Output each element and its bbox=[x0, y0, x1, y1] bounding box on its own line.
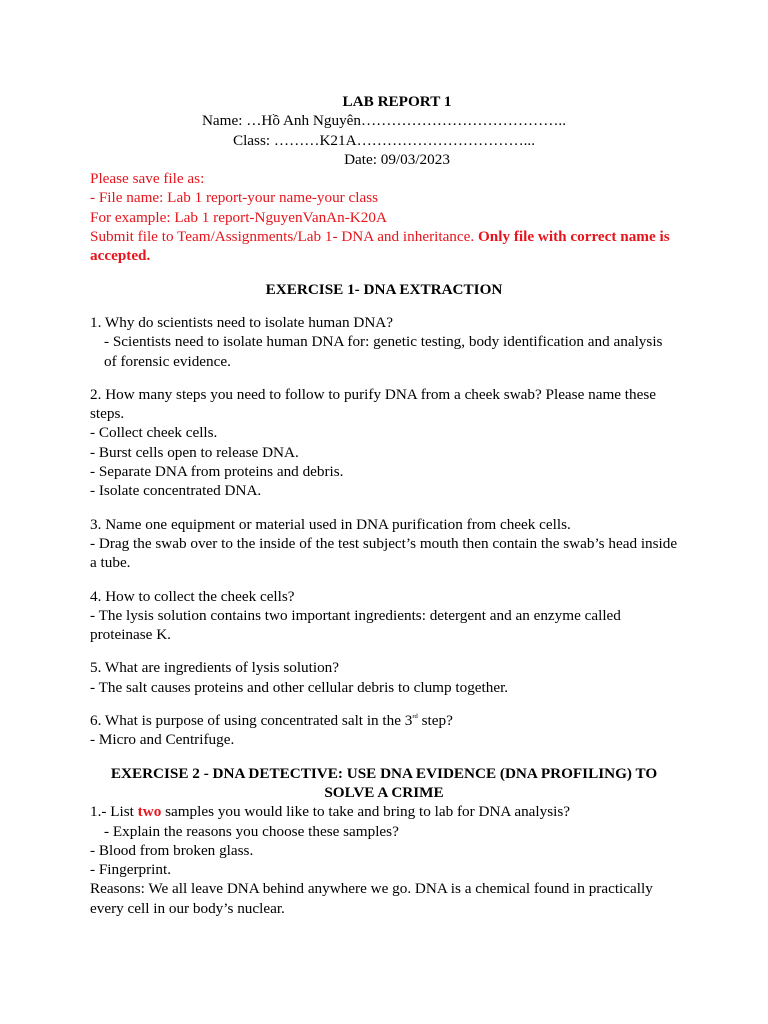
answer-3: - Drag the swab over to the inside of the test subject’s mouth then contain the swab’s head inside a tube. bbox=[90, 534, 678, 572]
sample-item: - Blood from broken glass. bbox=[90, 841, 254, 859]
answer-4: - The lysis solution contains two important ingredients: detergent and an enzyme called proteinase K. bbox=[90, 606, 621, 644]
exercise1-heading: EXERCISE 1- DNA EXTRACTION bbox=[265, 280, 503, 298]
reasons-text: Reasons: We all leave DNA behind anywhere we go. DNA is a chemical found in practically every cell in our body’s nuclear. bbox=[90, 880, 653, 917]
answer-2-item: - Collect cheek cells. bbox=[90, 424, 218, 442]
question-6-text-end: step? bbox=[417, 712, 453, 730]
question-4: 4. How to collect the cheek cells? bbox=[90, 587, 295, 605]
question-6 bbox=[90, 711, 678, 730]
answer-2-item: - Separate DNA from proteins and debris. bbox=[90, 463, 344, 481]
instruction-line: Please save file as: bbox=[90, 170, 205, 188]
question-1: 1. Why do scientists need to isolate human DNA? bbox=[90, 313, 393, 331]
answer-1: - Scientists need to isolate human DNA for: genetic testing, body identification and analysis of forensic evidence. bbox=[104, 333, 663, 370]
exercise2-subquestion: - Explain the reasons you choose these samples? bbox=[104, 822, 399, 840]
exercise2-heading: EXERCISE 2 - DNA DETECTIVE: USE DNA EVIDENCE (DNA PROFILING) TO SOLVE A CRIME bbox=[110, 764, 658, 801]
report-title: LAB REPORT 1 bbox=[342, 93, 452, 110]
name-line: Name: …Hồ Anh Nguyên………………………………….. bbox=[201, 112, 567, 130]
question-6-text: 6. What is purpose of using concentrated salt in the 3 bbox=[90, 712, 413, 730]
question-3: 3. Name one equipment or material used in DNA purification from cheek cells. bbox=[90, 515, 571, 533]
naming-requirement: Only file with correct name is accepted. bbox=[90, 228, 670, 265]
exercise2-question-1 bbox=[90, 802, 678, 821]
answer-6: - Micro and Centrifuge. bbox=[90, 731, 235, 749]
save-instructions bbox=[90, 169, 678, 265]
ordinal-suffix: rd bbox=[412, 713, 418, 721]
question-2: 2. How many steps you need to follow to purify DNA from a cheek swab? Please name these steps. bbox=[90, 385, 657, 423]
submit-instruction: Submit file to Team/Assignments/Lab 1- DNA and inheritance. bbox=[90, 228, 478, 246]
instruction-line: For example: Lab 1 report-NguyenVanAn-K20A bbox=[90, 208, 387, 226]
question-5: 5. What are ingredients of lysis solution? bbox=[90, 659, 339, 677]
instruction-line bbox=[90, 227, 678, 266]
answer-2-item: - Burst cells open to release DNA. bbox=[90, 443, 299, 461]
answer-2-item: - Isolate concentrated DNA. bbox=[90, 482, 262, 500]
class-line: Class: ………K21A……………………………... bbox=[232, 131, 536, 149]
sample-item: - Fingerprint. bbox=[90, 861, 171, 879]
answer-5: - The salt causes proteins and other cellular debris to clump together. bbox=[90, 678, 509, 696]
question-text: 1.- List bbox=[90, 803, 138, 821]
date-line: Date: 09/03/2023 bbox=[344, 150, 450, 168]
question-text-end: samples you would like to take and bring to lab for DNA analysis? bbox=[161, 803, 571, 821]
instruction-line: - File name: Lab 1 report-your name-your class bbox=[90, 189, 379, 207]
emphasis-two: two bbox=[137, 803, 162, 821]
